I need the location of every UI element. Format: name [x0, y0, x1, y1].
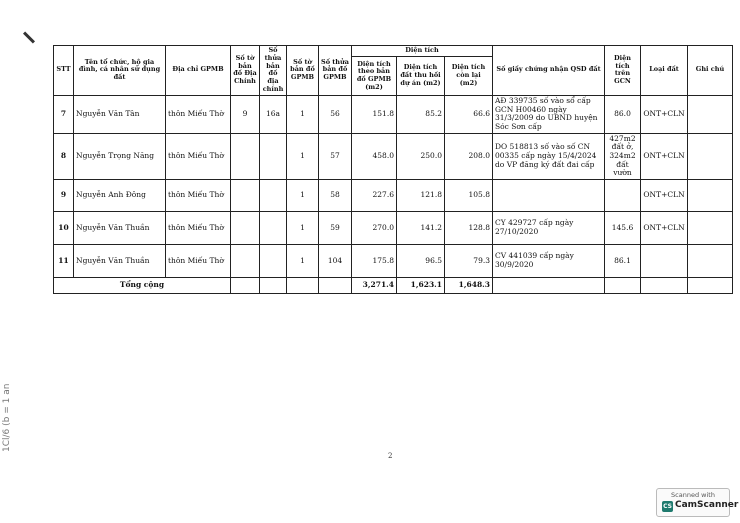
cell-land-type: ONT+CLN [641, 211, 688, 244]
cell-note [688, 95, 733, 133]
cell-parcel-gpmb: 56 [319, 95, 352, 133]
cell-parcel-cadastral [260, 133, 287, 179]
margin-handwriting: 1Cl/6 (b = 1 an [2, 383, 12, 452]
cell-area-certificate: 427m2 đất ở, 324m2 đất vườn [605, 133, 641, 179]
cell-address: thôn Miếu Thờ [166, 133, 231, 179]
cell-map-sheet-gpmb: 1 [287, 179, 319, 211]
cell-stt: 10 [54, 211, 74, 244]
header-area-gpmb: Diện tích theo bản đồ GPMB (m2) [352, 57, 397, 95]
cell-map-sheet-cadastral [231, 244, 260, 277]
cell-stt: 9 [54, 179, 74, 211]
cell-map-sheet-gpmb: 1 [287, 211, 319, 244]
header-area-certificate: Diện tích trên GCN [605, 46, 641, 96]
table-row [54, 95, 733, 133]
cell-map-sheet-gpmb: 1 [287, 95, 319, 133]
cell-area-recovered: 121.8 [397, 179, 445, 211]
cell-area-gpmb: 458.0 [352, 133, 397, 179]
cell-owner: Nguyễn Văn Thuần [74, 211, 166, 244]
cell-stt: 8 [54, 133, 74, 179]
total-area-gpmb: 3,271.4 [352, 277, 397, 293]
header-map-sheet-gpmb: Số tờ bản đồ GPMB [287, 46, 319, 96]
cell-land-type: ONT+CLN [641, 179, 688, 211]
header-map-sheet-cadastral: Số tờ bản đồ Địa Chính [231, 46, 260, 96]
header-certificate: Số giấy chứng nhận QSD đất [493, 46, 605, 96]
table-row [54, 133, 733, 179]
cell-map-sheet-gpmb: 1 [287, 244, 319, 277]
cell-owner: Nguyễn Trọng Năng [74, 133, 166, 179]
cell-land-type: ONT+CLN [641, 95, 688, 133]
cell-address: thôn Miếu Thờ [166, 95, 231, 133]
table-row [54, 244, 733, 277]
cell-stt: 11 [54, 244, 74, 277]
cell-map-sheet-cadastral [231, 211, 260, 244]
cell-map-sheet-cadastral: 9 [231, 95, 260, 133]
camscanner-watermark [656, 488, 739, 517]
cell-parcel-gpmb: 58 [319, 179, 352, 211]
cell-area-gpmb: 227.6 [352, 179, 397, 211]
cell-map-sheet-gpmb: 1 [287, 133, 319, 179]
land-table [53, 45, 733, 294]
page-number: 2 [388, 452, 393, 460]
camscanner-logo-icon: CS [663, 503, 672, 510]
header-parcel-cadastral: Số thửa bản đồ địa chính [260, 46, 287, 96]
cell-area-gpmb: 151.8 [352, 95, 397, 133]
header-note: Ghi chú [688, 46, 733, 96]
scan-mark [23, 31, 35, 43]
cell-parcel-cadastral [260, 179, 287, 211]
cell-area-certificate: 86.0 [605, 95, 641, 133]
cell-area-remaining: 105.8 [445, 179, 493, 211]
table-row [54, 179, 733, 211]
cell-address: thôn Miếu Thờ [166, 179, 231, 211]
cell-stt: 7 [54, 95, 74, 133]
header-area-recovered: Diện tích đất thu hồi dự án (m2) [397, 57, 445, 95]
cell-parcel-cadastral [260, 211, 287, 244]
header-stt: STT [54, 46, 74, 96]
cell-parcel-cadastral: 16a [260, 95, 287, 133]
total-row [54, 277, 733, 293]
cell-area-recovered: 250.0 [397, 133, 445, 179]
cell-area-recovered: 96.5 [397, 244, 445, 277]
cell-area-remaining: 208.0 [445, 133, 493, 179]
cell-owner: Nguyễn Văn Tân [74, 95, 166, 133]
cell-certificate [493, 179, 605, 211]
header-address: Địa chỉ GPMB [166, 46, 231, 96]
cell-area-remaining: 128.8 [445, 211, 493, 244]
cell-note [688, 133, 733, 179]
cell-area-gpmb: 175.8 [352, 244, 397, 277]
cell-area-recovered: 85.2 [397, 95, 445, 133]
cell-parcel-gpmb: 59 [319, 211, 352, 244]
cell-note [688, 211, 733, 244]
cell-owner: Nguyễn Anh Đông [74, 179, 166, 211]
cell-certificate: AĐ 339735 số vào sổ cấp GCN H00460 ngày 31/3/2009 do UBND huyện Sóc Sơn cấp [493, 95, 605, 133]
cell-land-type: ONT+CLN [641, 133, 688, 179]
total-label: Tổng cộng [54, 277, 231, 293]
header-parcel-gpmb: Số thửa bản đồ GPMB [319, 46, 352, 96]
cell-map-sheet-cadastral [231, 133, 260, 179]
total-area-remaining: 1,648.3 [445, 277, 493, 293]
cell-area-certificate: 86.1 [605, 244, 641, 277]
cell-address: thôn Miếu Thờ [166, 244, 231, 277]
cell-parcel-gpmb: 104 [319, 244, 352, 277]
cell-area-certificate [605, 179, 641, 211]
cell-area-recovered: 141.2 [397, 211, 445, 244]
header-owner: Tên tổ chức, hộ gia đình, cá nhân sử dụng đất [74, 46, 166, 96]
header-area-group: Diện tích [352, 46, 493, 57]
table-row [54, 211, 733, 244]
cell-certificate: CY 429727 cấp ngày 27/10/2020 [493, 211, 605, 244]
cell-map-sheet-cadastral [231, 179, 260, 211]
cell-land-type [641, 244, 688, 277]
cell-parcel-gpmb: 57 [319, 133, 352, 179]
cell-area-gpmb: 270.0 [352, 211, 397, 244]
cell-certificate: DO 518813 số vào số CN 00335 cấp ngày 15/4/2024 do VP đăng ký đất đai cấp [493, 133, 605, 179]
scanned-with-label: Scanned with [671, 491, 715, 499]
cell-area-remaining: 79.3 [445, 244, 493, 277]
cell-address: thôn Miếu Thờ [166, 211, 231, 244]
cell-area-remaining: 66.6 [445, 95, 493, 133]
header-area-remaining: Diện tích còn lại (m2) [445, 57, 493, 95]
header-land-type: Loại đất [641, 46, 688, 96]
cell-area-certificate: 145.6 [605, 211, 641, 244]
cell-parcel-cadastral [260, 244, 287, 277]
cell-certificate: CV 441039 cấp ngày 30/9/2020 [493, 244, 605, 277]
cell-note [688, 244, 733, 277]
cell-note [688, 179, 733, 211]
cell-owner: Nguyễn Văn Thuần [74, 244, 166, 277]
total-area-recovered: 1,623.1 [397, 277, 445, 293]
camscanner-brand: CamScanner [675, 500, 739, 510]
